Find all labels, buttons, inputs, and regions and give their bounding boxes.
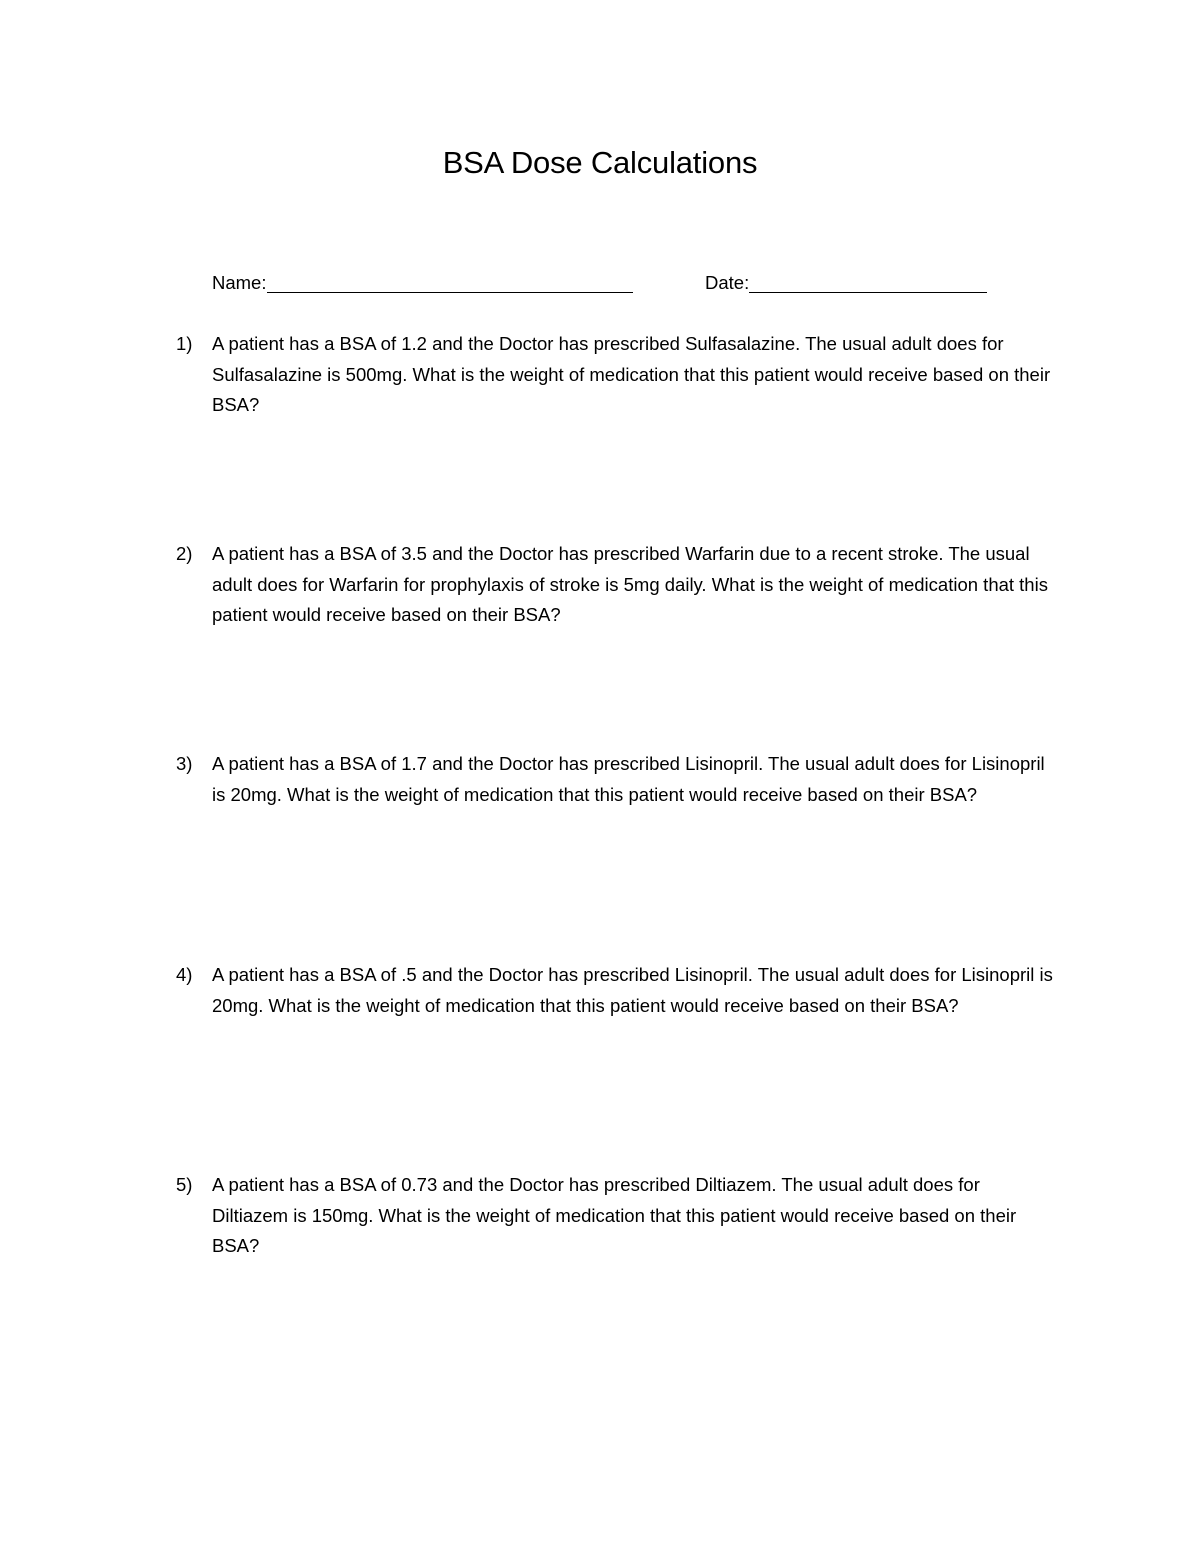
question-text: A patient has a BSA of .5 and the Doctor has prescribed Lisinopril. The usual adult does for Lisinopril is 20mg. What is the weight of medication that this patient would receive based on their BSA? (212, 964, 1053, 1016)
question-item (176, 329, 1056, 421)
question-text: A patient has a BSA of 0.73 and the Doctor has prescribed Diltiazem. The usual adult does for Diltiazem is 150mg. What is the weight of medication that this patient would receive based on their BSA? (212, 1174, 1017, 1256)
page-title: BSA Dose Calculations (442, 145, 758, 180)
question-text: A patient has a BSA of 1.2 and the Doctor has prescribed Sulfasalazine. The usual adult does for Sulfasalazine is 500mg. What is the weight of medication that this patient would receive based on their BSA? (212, 333, 1051, 415)
question-number: 2) (176, 543, 193, 564)
question-item (176, 749, 1056, 810)
question-item (176, 960, 1056, 1021)
question-number: 4) (176, 964, 193, 985)
question-text: A patient has a BSA of 3.5 and the Doctor has prescribed Warfarin due to a recent stroke. The usual adult does for Warfarin for prophylaxis of stroke is 5mg daily. What is the weight of medication that this patient would receive based on their BSA? (212, 543, 1048, 625)
question-number: 3) (176, 753, 193, 774)
header-fields (212, 269, 1012, 297)
question-item (176, 1170, 1056, 1262)
question-item (176, 539, 1056, 631)
name-field[interactable] (212, 269, 633, 297)
date-label: Date: (705, 272, 750, 293)
question-number: 5) (176, 1174, 193, 1195)
question-number: 1) (176, 333, 193, 354)
name-blank-line[interactable] (267, 270, 633, 293)
date-blank-line[interactable] (749, 270, 987, 293)
name-label: Name: (212, 272, 267, 293)
date-field[interactable] (705, 269, 987, 297)
question-text: A patient has a BSA of 1.7 and the Doctor has prescribed Lisinopril. The usual adult does for Lisinopril is 20mg. What is the weight of medication that this patient would receive based on their BSA? (212, 753, 1045, 805)
